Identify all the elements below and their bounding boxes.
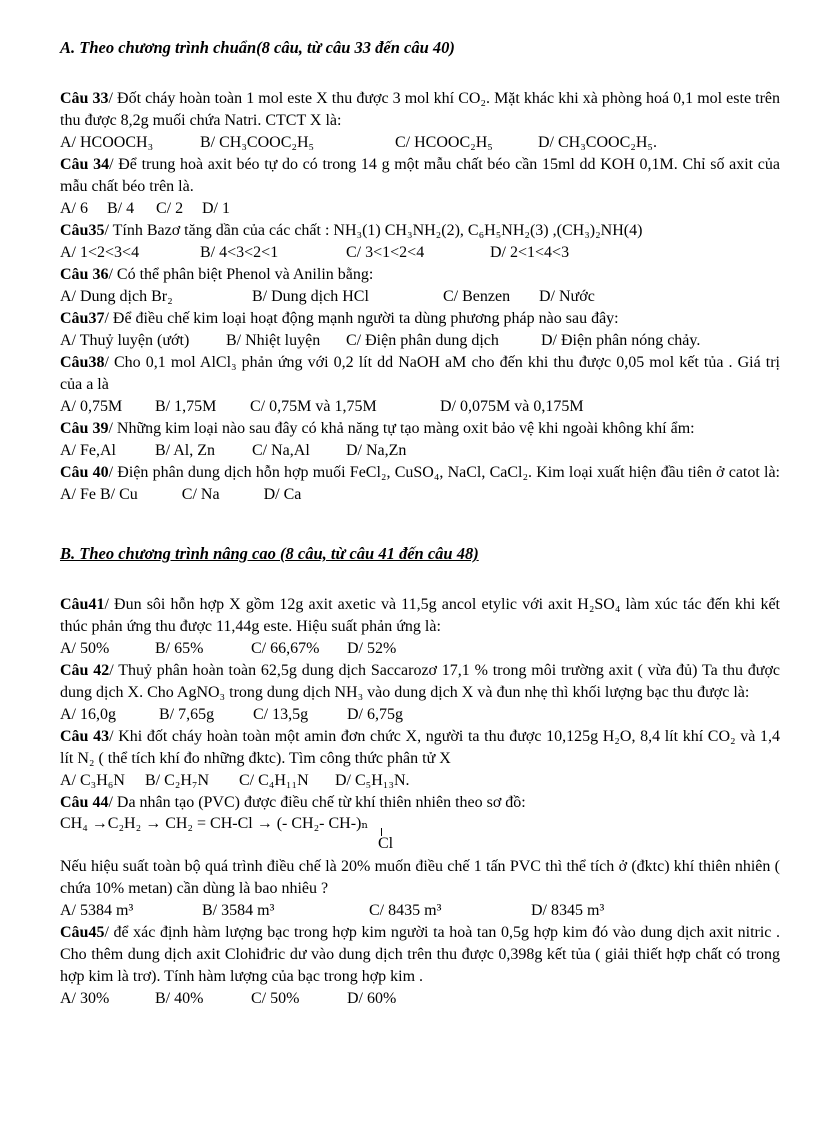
option-b: B/ 7,65g — [159, 706, 215, 723]
option-d: D/ Na,Zn — [346, 442, 407, 459]
question-45 — [60, 922, 780, 988]
question-text: / Có thể phân biệt Phenol và Anilin bằng: — [108, 266, 374, 283]
question-label: Câu 42 — [60, 662, 110, 679]
question-33 — [60, 88, 780, 132]
reaction-chain: CH₄ →C₂H₂ → CH₂ = CH-Cl → (- CH₂- CH-)ₙ — [60, 815, 369, 832]
option-b: B/ Al, Zn — [155, 442, 216, 459]
option-a: A/ 1<2<3<4 — [60, 244, 140, 261]
options-43 — [60, 770, 780, 792]
options-36 — [60, 286, 780, 308]
question-35 — [60, 220, 780, 242]
question-label: Câu 36 — [60, 266, 109, 283]
options-42 — [60, 704, 780, 726]
options-33 — [60, 132, 780, 154]
option-d: D/ 0,075M và 0,175M — [440, 398, 584, 415]
option-d: D/ 2<1<4<3 — [490, 244, 570, 261]
options-41 — [60, 638, 780, 660]
option-c: C/ Na — [181, 486, 220, 503]
question-text: / Cho 0,1 mol AlCl₃ phản ứng với 0,2 lít dd NaOH aM cho đến khi thu được 0,05 mol kết tủa . Giá trị của a là — [60, 354, 780, 393]
question-42 — [60, 660, 780, 704]
question-label: Câu35 — [60, 222, 105, 239]
option-d: D/ 6,75g — [347, 706, 403, 723]
option-b: B/ 3584 m³ — [202, 902, 275, 919]
options-35 — [60, 242, 780, 264]
question-36 — [60, 264, 780, 286]
option-c: C/ 8435 m³ — [369, 902, 442, 919]
question-41 — [60, 594, 780, 638]
question-text: / Da nhân tạo (PVC) được điều chế từ khí thiên nhiên theo sơ đồ: — [108, 794, 526, 811]
option-c: C/ Na,Al — [252, 442, 310, 459]
question-text: / Thuỷ phân hoàn toàn 62,5g dung dịch Saccarozơ 17,1 % trong môi trường axit ( vừa đủ) Ta thu được dung dịch X. Cho AgNO₃ trong dung dịch NH₃ vào dung dịch X và đun nhẹ thì khối lượng bạc thu được là: — [60, 662, 781, 701]
question-text: / Để trung hoà axit béo tự do có trong 14 g một mẫu chất béo cần 15ml dd KOH 0,1M. Chỉ số axit của mẫu chất béo trên là. — [60, 156, 780, 195]
question-44-text2: Nếu hiệu suất toàn bộ quá trình điều chế là 20% muốn điều chế 1 tấn PVC thì thể tích ở (đktc) khí thiên nhiên ( chứa 10% metan) cần dùng là bao nhiêu ? — [60, 858, 780, 897]
option-d: D/ Nước — [539, 288, 595, 305]
option-b: B/ 4 — [107, 200, 135, 217]
option-a: A/ HCOOCH₃ — [60, 134, 154, 151]
option-d: D/ 60% — [347, 990, 397, 1007]
option-d: D/ 8345 m³ — [531, 902, 605, 919]
option-c: C/ C₄H₁₁N — [239, 772, 309, 789]
option-d: D/ 52% — [347, 640, 397, 657]
option-a: A/ 16,0g — [60, 706, 116, 723]
option-d: D/ Điện phân nóng chảy. — [541, 332, 701, 349]
question-text: / Tính Bazơ tăng dần của các chất : NH₃(1) CH₃NH₂(2), C₆H₅NH₂(3) ,(CH₃)₂NH(4) — [104, 222, 643, 239]
question-text: / Những kim loại nào sau đây có khả năng tự tạo màng oxit bảo vệ khi ngoài không khí ẩm: — [108, 420, 695, 437]
question-label: Câu 33 — [60, 90, 109, 107]
question-38 — [60, 352, 780, 396]
question-text: / Đốt cháy hoàn toàn 1 mol este X thu được 3 mol khí CO₂. Mặt khác khi xà phòng hoá 0,1 mol este trên thu được 8,2g muối chứa Natri. CTCT X là: — [60, 90, 781, 129]
option-b: B/ Dung dịch HCl — [252, 288, 369, 305]
option-c: C/ 3<1<2<4 — [346, 244, 425, 261]
option-a: A/ 30% — [60, 990, 110, 1007]
option-c: C/ Benzen — [443, 288, 511, 305]
options-44 — [60, 900, 780, 922]
option-d: D/ CH₃COOC₂H₅. — [538, 134, 657, 151]
question-label: Câu38 — [60, 354, 105, 371]
option-b: B/ 40% — [155, 990, 204, 1007]
question-label: Câu 34 — [60, 156, 110, 173]
question-label: Câu41 — [60, 596, 105, 613]
question-text: / Điện phân dung dịch hỗn hợp muối FeCl₂, CuSO₄, NaCl, CaCl₂. Kim loại xuất hiện đầu tiên ở catot là: A/ Fe B/ Cu — [60, 464, 781, 503]
option-a: A/ Fe,Al — [60, 442, 116, 459]
option-d: D/ C₅H₁₃N. — [335, 772, 410, 789]
option-d: D/ 1 — [202, 200, 230, 217]
question-44 — [60, 792, 780, 814]
option-c: C/ HCOOC₂H₅ — [395, 134, 493, 151]
question-label: Câu37 — [60, 310, 105, 327]
option-b: B/ 65% — [155, 640, 204, 657]
option-b: B/ 1,75M — [155, 398, 217, 415]
option-c: C/ 13,5g — [253, 706, 309, 723]
option-a: A/ 5384 m³ — [60, 902, 134, 919]
options-37 — [60, 330, 780, 352]
option-d: D/ Ca — [263, 486, 302, 503]
option-a: A/ Thuỷ luyện (ướt) — [60, 332, 190, 349]
options-38 — [60, 396, 780, 418]
question-39 — [60, 418, 780, 440]
option-c: C/ 0,75M và 1,75M — [250, 398, 377, 415]
question-label: Câu 39 — [60, 420, 109, 437]
option-a: A/ 6 — [60, 200, 88, 217]
exam-page — [60, 38, 780, 1010]
option-c: C/ 66,67% — [251, 640, 320, 657]
options-39 — [60, 440, 780, 462]
options-45 — [60, 988, 780, 1010]
question-text: / Khi đốt cháy hoàn toàn một amin đơn chức X, người ta thu được 10,125g H₂O, 8,4 lít khí CO₂ và 1,4 lít N₂ ( thể tích khí đo những đktc). Tìm công thức phân tử X — [60, 728, 781, 767]
question-40 — [60, 462, 780, 506]
question-text: / để xác định hàm lượng bạc trong hợp kim người ta hoà tan 0,5g hợp kim đó vào dung dịch axit nitric . Cho thêm dung dịch axit Clohiđric dư vào dung dịch trên thu được 0,398g kết tủa ( giải thiết hợp chất có trong hợp kim là trơ). Tính hàm lượng của bạc trong hợp kim . — [60, 924, 780, 985]
option-b: B/ CH₃COOC₂H₅ — [200, 134, 315, 151]
question-label: Câu 43 — [60, 728, 110, 745]
option-b: B/ Nhiệt luyện — [226, 332, 321, 349]
option-a: A/ Dung dịch Br₂ — [60, 288, 173, 305]
question-43 — [60, 726, 780, 770]
question-37 — [60, 308, 780, 330]
question-text: / Để điều chế kim loại hoạt động mạnh người ta dùng phương pháp nào sau đây: — [104, 310, 619, 327]
question-label: Câu 44 — [60, 794, 109, 811]
option-b: B/ 4<3<2<1 — [200, 244, 279, 261]
option-c: C/ 2 — [156, 200, 184, 217]
question-34 — [60, 154, 780, 198]
options-34 — [60, 198, 780, 220]
section-b-heading: B. Theo chương trình nâng cao (8 câu, từ câu 41 đến câu 48) — [60, 544, 479, 563]
chlorine-substituent: Cl — [378, 835, 394, 852]
question-label: Câu45 — [60, 924, 105, 941]
option-c: C/ 50% — [251, 990, 300, 1007]
question-text: / Đun sôi hỗn hợp X gồm 12g axit axetic và 11,5g ancol etylic với axit H₂SO₄ làm xúc tác đến khi kết thúc phản ứng thu được 11,44g este. Hiệu suất phản ứng là: — [60, 596, 780, 635]
question-label: Câu 40 — [60, 464, 109, 481]
option-c: C/ Điện phân dung dịch — [346, 332, 499, 349]
option-a: A/ C₃H₆N — [60, 772, 125, 789]
option-a: A/ 50% — [60, 640, 110, 657]
reaction-scheme — [60, 814, 780, 856]
option-b: B/ C₂H₇N — [145, 772, 210, 789]
option-a: A/ 0,75M — [60, 398, 123, 415]
section-a-heading: A. Theo chương trình chuẩn(8 câu, từ câu 33 đến câu 40) — [60, 38, 455, 57]
